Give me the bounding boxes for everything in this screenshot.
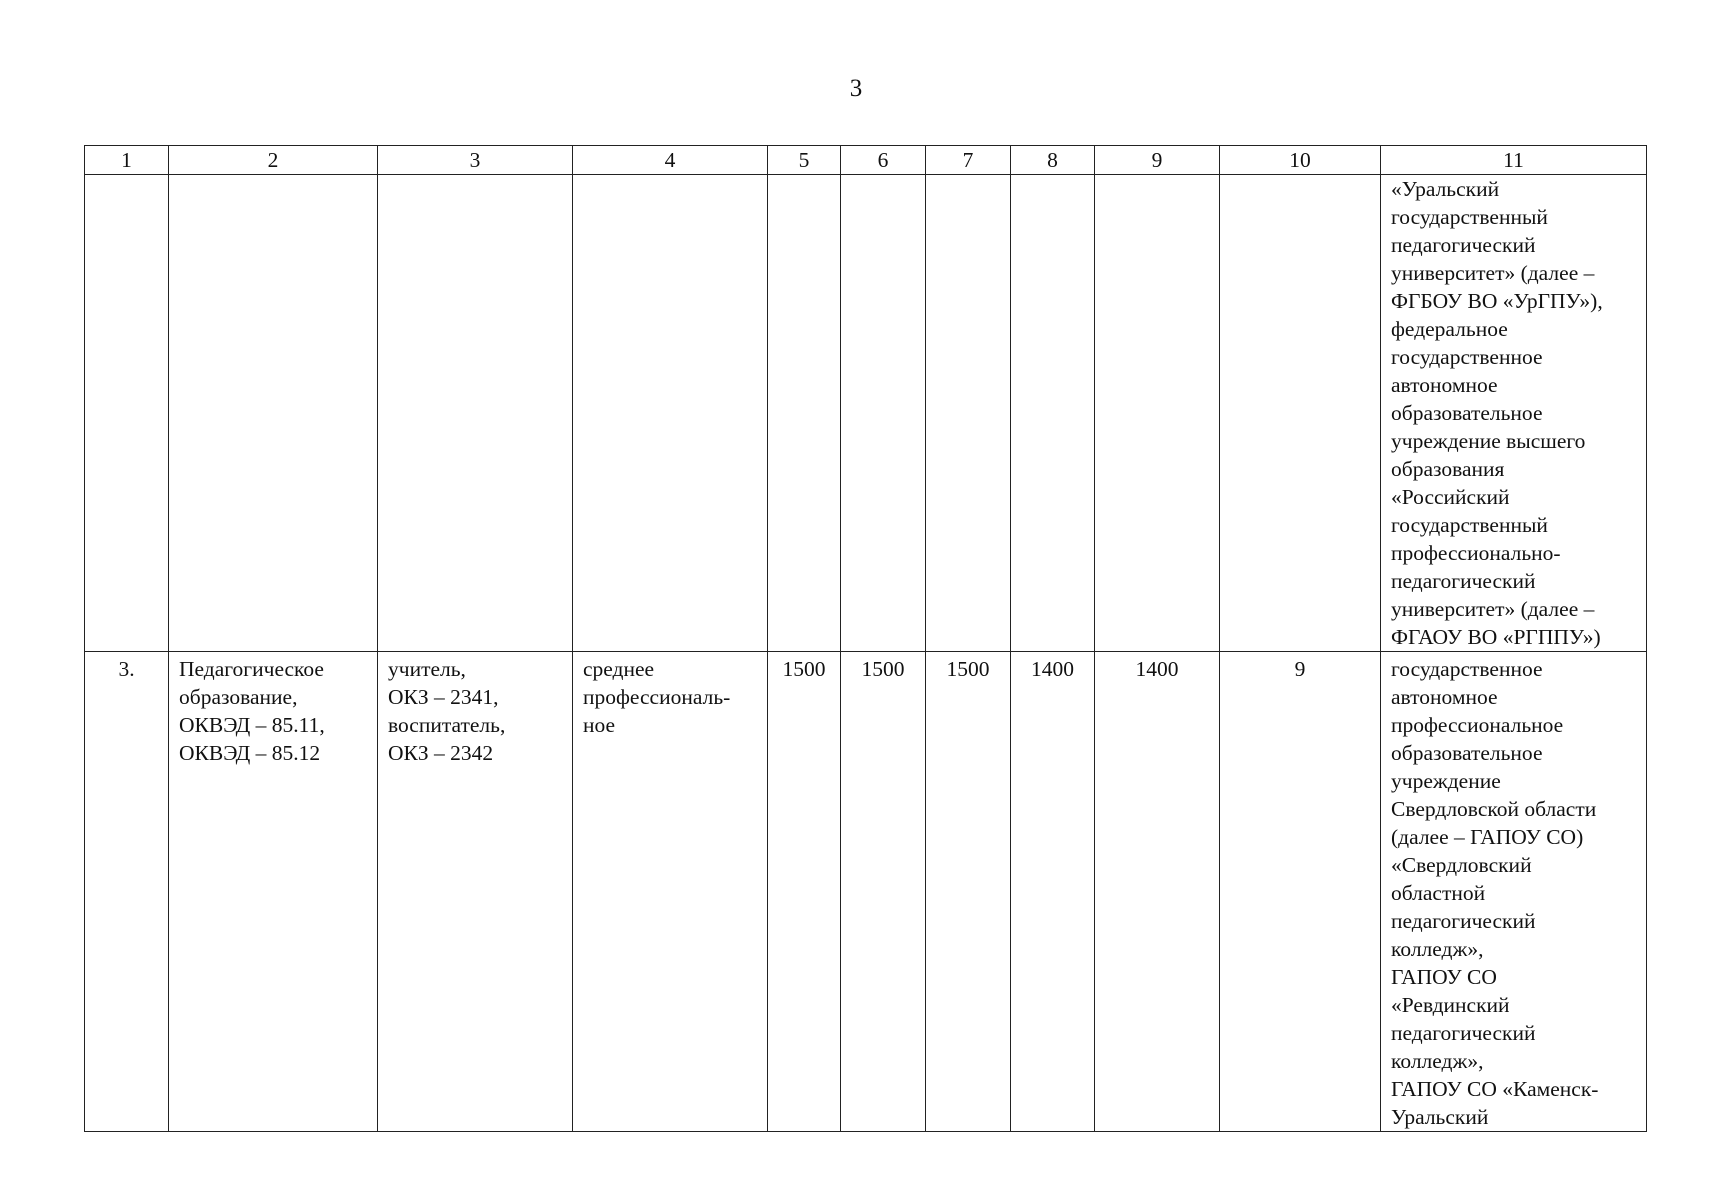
cell-value: 1400: [1135, 657, 1179, 681]
table-cell: [768, 652, 841, 1132]
table-row: [85, 175, 1647, 652]
row-number: 3.: [118, 657, 135, 681]
cell-text: [841, 175, 925, 178]
col-header-5: 5: [768, 146, 841, 175]
table-cell: [378, 652, 573, 1132]
col-header-2: 2: [169, 146, 378, 175]
cell-text: [1011, 175, 1094, 178]
cell-text: государственное автономное профессиональное образовательное учреждение Свердловской области (далее – ГАПОУ СО) «Свердловский областной педагогический колледж», ГАПОУ СО «Ревдинский педагогический колледж», ГАПОУ СО «Каменск- Уральский: [1391, 657, 1599, 1129]
col-header-4: 4: [573, 146, 768, 175]
cell-value: 1500: [861, 657, 905, 681]
col-header-11: 11: [1381, 146, 1647, 175]
cell-text: [926, 175, 1010, 178]
cell-text: [768, 175, 840, 178]
col-header-8: 8: [1011, 146, 1095, 175]
cell-text: [573, 175, 767, 178]
table-cell: [573, 652, 768, 1132]
cell-text: [85, 175, 168, 178]
table-cell: [1095, 175, 1220, 652]
table-row: [85, 652, 1647, 1132]
cell-text: среднее профессиональ- ное: [583, 657, 731, 737]
table-cell: [926, 175, 1011, 652]
row-number-cell: [85, 652, 169, 1132]
col-header-3: 3: [378, 146, 573, 175]
cell-text: Педагогическое образование, ОКВЭД – 85.11, ОКВЭД – 85.12: [179, 657, 325, 765]
table-cell: [1220, 652, 1381, 1132]
table-cell: [1095, 652, 1220, 1132]
cell-text: «Уральский государственный педагогический университет» (далее – ФГБОУ ВО «УрГПУ»), федеральное государственное автономное образовательное учреждение высшего образования «Российский государственный профессионально- педагогический университет» (далее – ФГАОУ ВО «РГППУ»): [1391, 177, 1603, 649]
table-cell: [1011, 175, 1095, 652]
cell-value: 9: [1294, 657, 1306, 681]
cell-text: [378, 175, 572, 178]
header-row: [85, 146, 1647, 175]
table-cell: [573, 175, 768, 652]
cell-value: 1400: [1031, 657, 1074, 681]
data-table: [84, 145, 1647, 1132]
cell-text: [169, 175, 377, 178]
table-cell: [841, 175, 926, 652]
cell-text: [1095, 175, 1219, 178]
table-cell: [169, 652, 378, 1132]
cell-value: 1500: [946, 657, 990, 681]
table-cell: [85, 175, 169, 652]
col-header-6: 6: [841, 146, 926, 175]
table-cell: [169, 175, 378, 652]
col-header-1: 1: [85, 146, 169, 175]
table-cell: [1011, 652, 1095, 1132]
page-number: 3: [849, 75, 863, 102]
cell-text: учитель, ОКЗ – 2341, воспитатель, ОКЗ – 2342: [388, 657, 506, 765]
col-header-9: 9: [1095, 146, 1220, 175]
col-header-7: 7: [926, 146, 1011, 175]
table-cell: [378, 175, 573, 652]
table-cell: [926, 652, 1011, 1132]
cell-value: 1500: [782, 657, 826, 681]
cell-text: [1220, 175, 1380, 178]
col-header-10: 10: [1220, 146, 1381, 175]
table-cell: [841, 652, 926, 1132]
table-cell: [1381, 652, 1647, 1132]
table-cell: [1220, 175, 1381, 652]
table-cell: [768, 175, 841, 652]
table-cell: [1381, 175, 1647, 652]
